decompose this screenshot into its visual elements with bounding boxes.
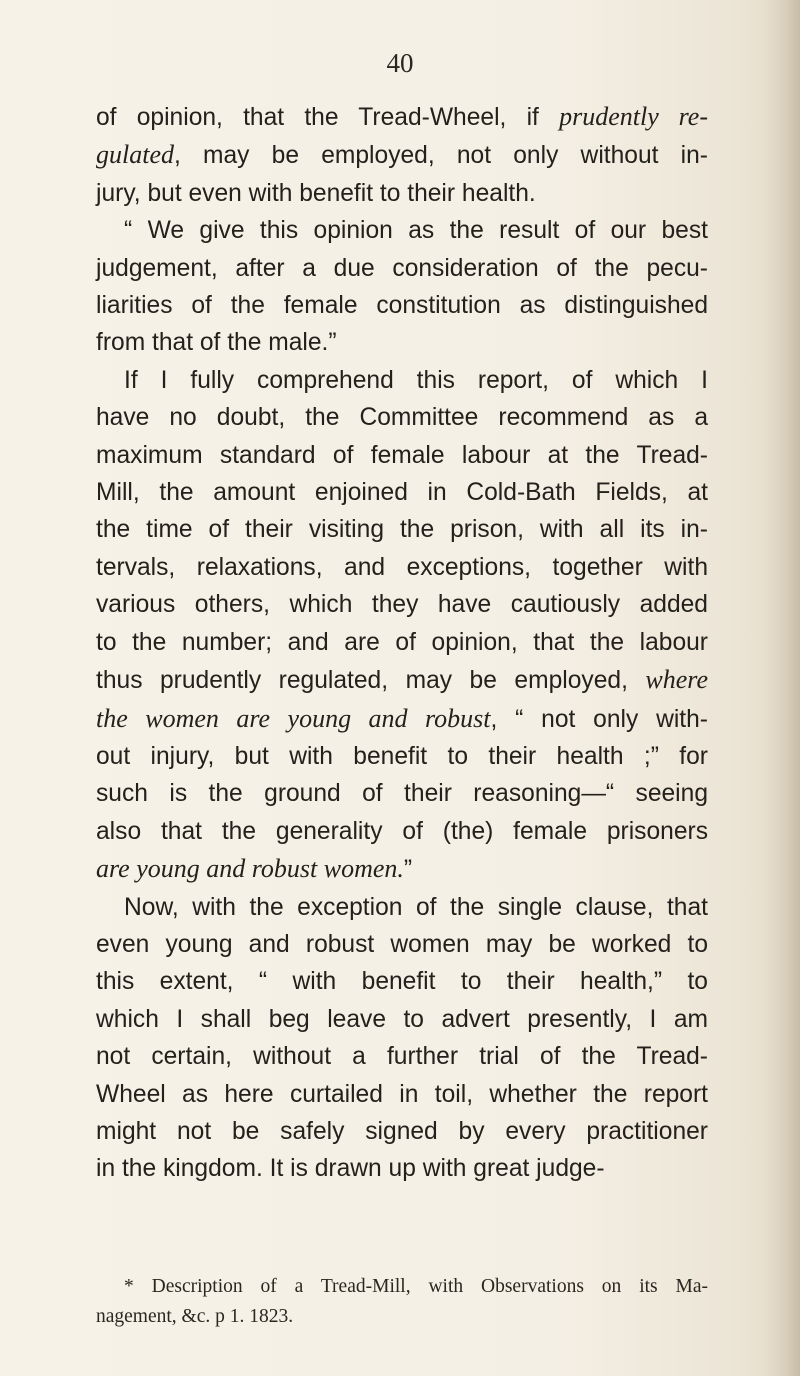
paragraph-line	[96, 437, 708, 474]
italic-text: prudently re-	[559, 102, 708, 131]
text-run: * Description of a Tread-Mill, with Observations on its Ma-	[124, 1276, 708, 1297]
paragraph-line	[96, 738, 708, 775]
text-run: judgement, after a due consideration of the pecu-	[96, 254, 708, 282]
footnote	[96, 1272, 708, 1332]
paragraph-line	[96, 813, 708, 850]
paragraph-line	[96, 1113, 708, 1150]
paragraph-line	[96, 963, 708, 1000]
page-edge-shadow	[766, 0, 800, 1376]
paragraph-line	[96, 511, 708, 548]
paragraph-line	[96, 1001, 708, 1038]
text-run: tervals, relaxations, and exceptions, together with	[96, 553, 708, 581]
text-run: to the number; and are of opinion, that the labour	[96, 628, 708, 656]
paragraph-line	[96, 775, 708, 812]
text-run: this extent, “ with benefit to their health,” to	[96, 968, 708, 996]
text-run: which I shall beg leave to advert presently, I am	[96, 1005, 708, 1033]
paragraph-line	[96, 1076, 708, 1113]
text-run: various others, which they have cautiously added	[96, 591, 708, 619]
paragraph-line	[96, 212, 708, 249]
paragraph-line	[96, 850, 708, 888]
paragraph	[96, 212, 708, 362]
text-run: nagement, &c. p 1. 1823.	[96, 1306, 294, 1327]
italic-text: gulated	[96, 140, 174, 170]
paragraph	[96, 889, 708, 1188]
text-run: Wheel as here curtailed in toil, whether the report	[96, 1080, 708, 1108]
text-run: might not be safely signed by every practitioner	[96, 1117, 708, 1145]
text-run: of opinion, that the Tread-Wheel, if	[96, 104, 560, 131]
paragraph-line	[96, 362, 708, 399]
text-run: jury, but even with benefit to their health.	[96, 179, 536, 207]
text-run: Now, with the exception of the single clause, that	[124, 893, 708, 921]
paragraph-line	[96, 661, 708, 699]
paragraph-line	[96, 549, 708, 586]
italic-text: where	[645, 665, 708, 695]
text-run: in the kingdom. It is drawn up with great judge-	[96, 1155, 605, 1183]
paragraph	[96, 98, 708, 212]
text-run: , “ not only with-	[490, 705, 708, 733]
paragraph-line	[96, 324, 708, 361]
text-run: not certain, without a further trial of the Tread-	[96, 1043, 708, 1071]
text-run: out injury, but with benefit to their health ;” for	[96, 742, 708, 770]
text-run: “ We give this opinion as the result of our best	[124, 217, 708, 245]
text-run: maximum standard of female labour at the Tread-	[96, 441, 708, 469]
paragraph-line	[96, 98, 708, 136]
text-run: have no doubt, the Committee recommend as a	[96, 404, 708, 432]
text-run: from that of the male.”	[96, 329, 337, 357]
text-run: If I fully comprehend this report, of which I	[124, 366, 708, 394]
text-run: thus prudently regulated, may be employed,	[96, 667, 646, 695]
paragraph-line	[96, 926, 708, 963]
page-number: 40	[386, 48, 414, 78]
paragraph-line	[96, 700, 708, 738]
paragraph-line	[96, 1038, 708, 1075]
text-run: such is the ground of their reasoning—“ seeing	[96, 780, 708, 808]
paragraph-line	[96, 1150, 708, 1187]
paragraph-line	[96, 175, 708, 212]
paragraph-line	[96, 287, 708, 324]
paragraph-line	[96, 624, 708, 661]
paragraph-line	[96, 399, 708, 436]
paragraph-line	[96, 474, 708, 511]
text-run: liarities of the female constitution as distinguished	[96, 292, 708, 320]
body-text	[96, 98, 708, 1188]
italic-text: are young and robust women.	[96, 854, 404, 884]
text-run: even young and robust women may be worked to	[96, 930, 708, 958]
footnote-line	[96, 1272, 708, 1302]
paragraph-line	[96, 136, 708, 174]
paragraph	[96, 362, 708, 889]
paragraph-line	[96, 250, 708, 287]
paragraph-line	[96, 889, 708, 926]
italic-text: the women are young and robust	[96, 703, 491, 733]
text-run: Mill, the amount enjoined in Cold-Bath Fields, at	[96, 479, 708, 507]
footnote-line	[96, 1302, 708, 1332]
text-run: ”	[403, 856, 413, 884]
paragraph-line	[96, 586, 708, 623]
text-run: also that the generality of (the) female prisoners	[96, 817, 708, 845]
text-run: the time of their visiting the prison, with all its in-	[96, 516, 708, 544]
text-run: , may be employed, not only without in-	[174, 142, 708, 170]
